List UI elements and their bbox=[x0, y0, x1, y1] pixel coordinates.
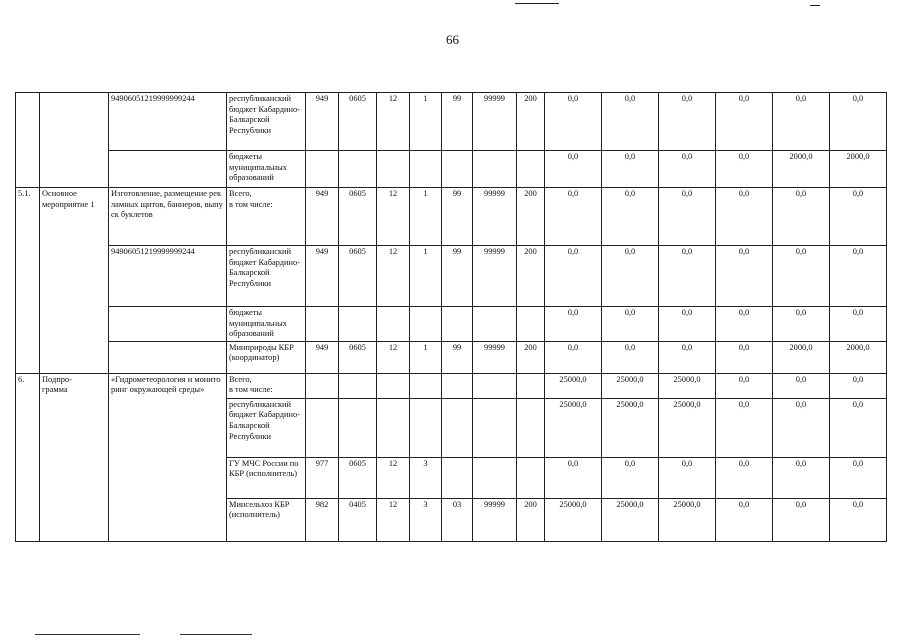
row-number: 6. bbox=[16, 373, 40, 541]
funding-source: Минсельхоз КБР (исполнитель) bbox=[227, 498, 306, 541]
measure-name: Основное мероприятие 1 bbox=[40, 188, 109, 374]
code-vr: 200 bbox=[517, 188, 545, 246]
amount-year-6: 0,0 bbox=[830, 398, 887, 457]
amount-year-3: 0,0 bbox=[659, 246, 716, 307]
code-nr bbox=[473, 398, 517, 457]
budget-table bbox=[15, 92, 887, 542]
amount-year-3: 25000,0 bbox=[659, 398, 716, 457]
amount-year-6: 0,0 bbox=[830, 93, 887, 151]
code-om bbox=[442, 398, 473, 457]
funding-source: Всего, в том числе: bbox=[227, 373, 306, 398]
code-om bbox=[442, 373, 473, 398]
amount-year-6: 0,0 bbox=[830, 246, 887, 307]
measure-name: Подпро- грамма bbox=[40, 373, 109, 541]
amount-year-3: 0,0 bbox=[659, 151, 716, 188]
code-om bbox=[442, 307, 473, 342]
code-gp: 12 bbox=[377, 93, 410, 151]
amount-year-4: 0,0 bbox=[716, 188, 773, 246]
amount-year-4: 0,0 bbox=[716, 93, 773, 151]
code-nr bbox=[473, 457, 517, 498]
amount-year-6: 0,0 bbox=[830, 188, 887, 246]
amount-year-3: 0,0 bbox=[659, 307, 716, 342]
program-title bbox=[109, 307, 227, 342]
amount-year-2: 0,0 bbox=[602, 341, 659, 373]
scan-mark-bottom-right bbox=[180, 634, 252, 635]
code-gp bbox=[377, 398, 410, 457]
program-title: Изготовление, размещение рекламных щитов, баннеров, выпуск буклетов bbox=[109, 188, 227, 246]
amount-year-6: 0,0 bbox=[830, 307, 887, 342]
amount-year-5: 0,0 bbox=[773, 398, 830, 457]
code-gp: 12 bbox=[377, 188, 410, 246]
amount-year-6: 0,0 bbox=[830, 373, 887, 398]
code-vr bbox=[517, 307, 545, 342]
amount-year-3: 0,0 bbox=[659, 341, 716, 373]
code-om: 99 bbox=[442, 93, 473, 151]
amount-year-1: 0,0 bbox=[545, 246, 602, 307]
code-pgp bbox=[410, 398, 442, 457]
code-pgp: 3 bbox=[410, 457, 442, 498]
code-gp: 12 bbox=[377, 457, 410, 498]
code-rz-pr bbox=[339, 373, 377, 398]
funding-source: республиканский бюджет Кабардино-Балкарской Республики bbox=[227, 398, 306, 457]
code-pgp: 1 bbox=[410, 246, 442, 307]
amount-year-1: 0,0 bbox=[545, 151, 602, 188]
code-pgp: 1 bbox=[410, 93, 442, 151]
amount-year-4: 0,0 bbox=[716, 373, 773, 398]
amount-year-5: 0,0 bbox=[773, 93, 830, 151]
amount-year-5: 0,0 bbox=[773, 498, 830, 541]
row-number: 5.1. bbox=[16, 188, 40, 374]
amount-year-5: 0,0 bbox=[773, 307, 830, 342]
amount-year-1: 0,0 bbox=[545, 341, 602, 373]
code-grbs bbox=[306, 398, 339, 457]
code-nr bbox=[473, 373, 517, 398]
code-om bbox=[442, 151, 473, 188]
amount-year-1: 0,0 bbox=[545, 307, 602, 342]
code-pgp bbox=[410, 151, 442, 188]
funding-source: ГУ МЧС России по КБР (исполнитель) bbox=[227, 457, 306, 498]
code-rz-pr bbox=[339, 398, 377, 457]
code-vr: 200 bbox=[517, 341, 545, 373]
scan-mark-top-right bbox=[810, 5, 820, 6]
code-vr bbox=[517, 151, 545, 188]
program-title: 94906051219999999244 bbox=[109, 93, 227, 151]
code-om: 99 bbox=[442, 188, 473, 246]
amount-year-3: 0,0 bbox=[659, 457, 716, 498]
code-nr: 99999 bbox=[473, 188, 517, 246]
code-rz-pr bbox=[339, 151, 377, 188]
code-vr: 200 bbox=[517, 93, 545, 151]
program-title: 94906051219999999244 bbox=[109, 246, 227, 307]
amount-year-2: 0,0 bbox=[602, 307, 659, 342]
funding-source: Всего, в том числе: bbox=[227, 188, 306, 246]
code-om: 99 bbox=[442, 246, 473, 307]
program-title bbox=[109, 341, 227, 373]
code-grbs: 977 bbox=[306, 457, 339, 498]
amount-year-5: 2000,0 bbox=[773, 151, 830, 188]
code-vr bbox=[517, 373, 545, 398]
code-rz-pr: 0605 bbox=[339, 457, 377, 498]
code-om: 03 bbox=[442, 498, 473, 541]
amount-year-4: 0,0 bbox=[716, 498, 773, 541]
amount-year-2: 0,0 bbox=[602, 93, 659, 151]
code-gp bbox=[377, 151, 410, 188]
code-gp: 12 bbox=[377, 498, 410, 541]
table-row bbox=[16, 93, 887, 151]
amount-year-1: 25000,0 bbox=[545, 373, 602, 398]
code-om: 99 bbox=[442, 341, 473, 373]
code-vr: 200 bbox=[517, 246, 545, 307]
amount-year-3: 25000,0 bbox=[659, 373, 716, 398]
funding-source: бюджеты муниципальных образований bbox=[227, 307, 306, 342]
table-row bbox=[16, 246, 887, 307]
scan-mark-bottom-left bbox=[35, 634, 140, 635]
code-grbs: 949 bbox=[306, 341, 339, 373]
amount-year-4: 0,0 bbox=[716, 246, 773, 307]
code-rz-pr bbox=[339, 307, 377, 342]
amount-year-5: 2000,0 bbox=[773, 341, 830, 373]
code-grbs: 949 bbox=[306, 93, 339, 151]
code-pgp bbox=[410, 373, 442, 398]
code-grbs bbox=[306, 373, 339, 398]
amount-year-1: 25000,0 bbox=[545, 498, 602, 541]
amount-year-1: 25000,0 bbox=[545, 398, 602, 457]
funding-source: Минприроды КБР (координатор) bbox=[227, 341, 306, 373]
code-nr bbox=[473, 307, 517, 342]
code-rz-pr: 0405 bbox=[339, 498, 377, 541]
code-pgp: 1 bbox=[410, 341, 442, 373]
amount-year-1: 0,0 bbox=[545, 188, 602, 246]
amount-year-1: 0,0 bbox=[545, 457, 602, 498]
amount-year-4: 0,0 bbox=[716, 307, 773, 342]
code-rz-pr: 0605 bbox=[339, 341, 377, 373]
code-nr: 99999 bbox=[473, 498, 517, 541]
page-number: 66 bbox=[446, 32, 459, 47]
amount-year-1: 0,0 bbox=[545, 93, 602, 151]
code-gp: 12 bbox=[377, 341, 410, 373]
table-row bbox=[16, 373, 887, 398]
code-rz-pr: 0605 bbox=[339, 246, 377, 307]
code-pgp: 3 bbox=[410, 498, 442, 541]
program-title: «Гидрометеорология и мониторинг окружающей среды» bbox=[109, 373, 227, 541]
code-nr bbox=[473, 151, 517, 188]
table-row bbox=[16, 151, 887, 188]
code-vr bbox=[517, 398, 545, 457]
amount-year-3: 0,0 bbox=[659, 188, 716, 246]
funding-source: республиканский бюджет Кабардино-Балкарской Республики bbox=[227, 93, 306, 151]
amount-year-3: 25000,0 bbox=[659, 498, 716, 541]
scan-mark-top-left bbox=[515, 3, 559, 4]
table-row bbox=[16, 341, 887, 373]
table-row bbox=[16, 188, 887, 246]
amount-year-3: 0,0 bbox=[659, 93, 716, 151]
amount-year-2: 0,0 bbox=[602, 188, 659, 246]
row-number bbox=[16, 93, 40, 188]
table-row bbox=[16, 307, 887, 342]
code-rz-pr: 0605 bbox=[339, 188, 377, 246]
amount-year-4: 0,0 bbox=[716, 398, 773, 457]
code-grbs: 949 bbox=[306, 188, 339, 246]
amount-year-5: 0,0 bbox=[773, 373, 830, 398]
funding-source: республиканский бюджет Кабардино-Балкарской Республики bbox=[227, 246, 306, 307]
code-vr: 200 bbox=[517, 498, 545, 541]
code-vr bbox=[517, 457, 545, 498]
code-pgp bbox=[410, 307, 442, 342]
code-grbs bbox=[306, 151, 339, 188]
code-grbs: 949 bbox=[306, 246, 339, 307]
amount-year-5: 0,0 bbox=[773, 457, 830, 498]
amount-year-6: 0,0 bbox=[830, 457, 887, 498]
amount-year-4: 0,0 bbox=[716, 457, 773, 498]
code-grbs: 982 bbox=[306, 498, 339, 541]
amount-year-2: 25000,0 bbox=[602, 498, 659, 541]
code-om bbox=[442, 457, 473, 498]
code-nr: 99999 bbox=[473, 341, 517, 373]
amount-year-6: 2000,0 bbox=[830, 151, 887, 188]
code-pgp: 1 bbox=[410, 188, 442, 246]
amount-year-4: 0,0 bbox=[716, 341, 773, 373]
amount-year-2: 0,0 bbox=[602, 151, 659, 188]
code-nr: 99999 bbox=[473, 246, 517, 307]
amount-year-5: 0,0 bbox=[773, 246, 830, 307]
code-gp bbox=[377, 373, 410, 398]
code-gp: 12 bbox=[377, 246, 410, 307]
amount-year-2: 0,0 bbox=[602, 246, 659, 307]
code-rz-pr: 0605 bbox=[339, 93, 377, 151]
code-grbs bbox=[306, 307, 339, 342]
amount-year-2: 0,0 bbox=[602, 457, 659, 498]
measure-name bbox=[40, 93, 109, 188]
amount-year-4: 0,0 bbox=[716, 151, 773, 188]
code-gp bbox=[377, 307, 410, 342]
funding-source: бюджеты муниципальных образований bbox=[227, 151, 306, 188]
amount-year-6: 2000,0 bbox=[830, 341, 887, 373]
amount-year-2: 25000,0 bbox=[602, 398, 659, 457]
code-nr: 99999 bbox=[473, 93, 517, 151]
amount-year-2: 25000,0 bbox=[602, 373, 659, 398]
amount-year-5: 0,0 bbox=[773, 188, 830, 246]
program-title bbox=[109, 151, 227, 188]
amount-year-6: 0,0 bbox=[830, 498, 887, 541]
